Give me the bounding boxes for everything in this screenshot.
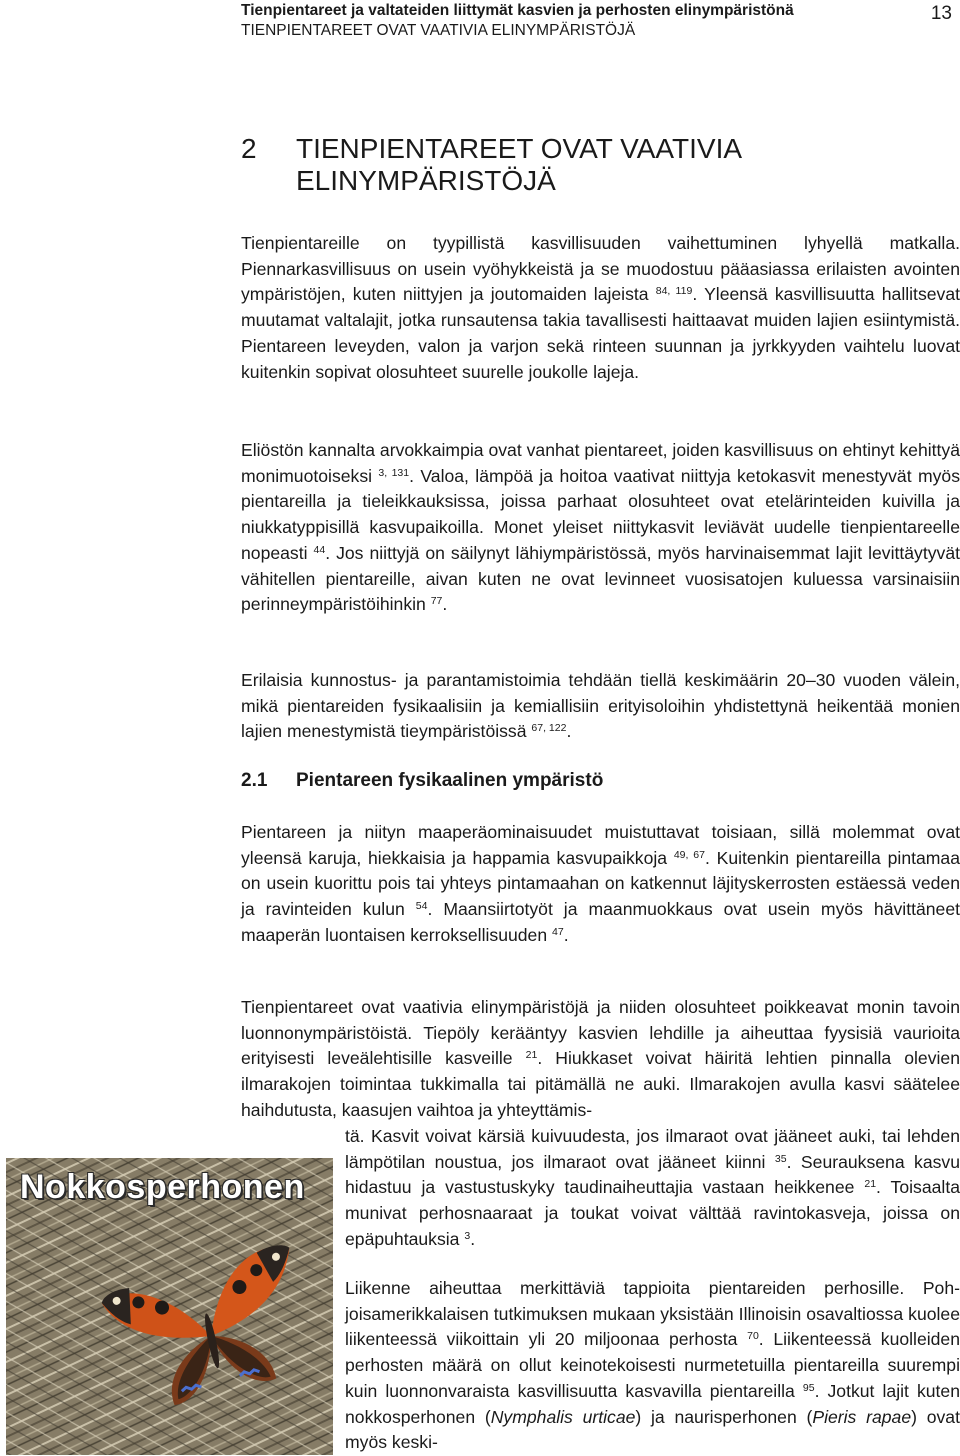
reference: 54	[415, 900, 428, 913]
text: ) ovat myös keski-	[345, 1406, 960, 1453]
text: Erilaisia kunnostus- ja parantamistoimia tehdään tiellä keskimäärin 20–30 vuoden välein, mikä pientareiden fysikaalisiin ja kemiallisiin erityisoloihin yhdistettynä heikentää monien lajien menestymistä tieympäristöissä	[241, 670, 960, 742]
running-head	[241, 0, 941, 41]
text: . Toisaalta munivat perhosnaaraat ja toukat voivat välttää ravintokasveja, joissa on epäpuhtauksia	[345, 1177, 960, 1249]
paragraph-1	[241, 231, 960, 385]
chapter-heading	[241, 133, 801, 197]
text: .	[566, 721, 572, 742]
reference: 77	[430, 595, 443, 608]
chapter-title	[296, 133, 742, 197]
reference: 3	[464, 1229, 471, 1242]
paragraph-3	[241, 668, 960, 745]
reference: 70	[747, 1330, 759, 1343]
text: Tienpientareet ovat vaativia elinympäristöjä ja niiden olosuhteet poikkeavat monin tavoin luonnonympäristöistä. Tiepöly kerääntyy kasvien lehdille ja aiheuttaa fyysisiä vaurioita erityisesti leveälehtisille kasveille	[241, 997, 960, 1069]
reference: 21	[864, 1178, 877, 1191]
butterfly-photo	[6, 1158, 333, 1455]
section-number: 2.1	[241, 770, 268, 791]
reference: 95	[802, 1381, 815, 1394]
reference: 21	[525, 1049, 538, 1062]
paragraph-5-continued	[345, 1124, 960, 1253]
text: . Kuitenkin pientareilla pintamaa on usein kuorittu pois tai yhteys pintamaahan on katkennut läjityskerrosten estäessä veden ja ravinteiden kulun	[241, 847, 960, 920]
reference: 49, 67	[673, 848, 705, 861]
text: Pientareen ja niityn maaperäominaisuudet muistuttavat toisiaan, sillä molemmat ovat yleensä karuja, hiekkaisia ja happamia kasvupaikkoja	[241, 822, 960, 868]
paragraph-4	[241, 820, 960, 949]
running-head-title: Tienpientareet ja valtateiden liittymät kasvien ja perhosten elinympäristönä	[241, 2, 794, 19]
chapter-number: 2	[241, 133, 257, 164]
text: ) ja naurisperhonen (	[635, 1406, 813, 1427]
chapter-title-line2: ELINYMPÄRISTÖJÄ	[296, 165, 556, 196]
paragraph-5	[241, 995, 960, 1124]
text: .	[470, 1228, 476, 1249]
paragraph-2	[241, 438, 960, 618]
text: . Hiukkaset voivat häiritä lehtien pinnalla olevien ilmarakojen toimintaa tukkimalla tai pitämällä ne auki. Ilmarakojen avulla kasvi säätelee haihdutusta, kaasujen vaihtoa ja yhteyttämis-	[241, 1048, 960, 1120]
species-name: Pieris rapae	[812, 1406, 912, 1427]
text: . Maansiirtotyöt ja maanmuokkaus ovat usein myös hävittäneet maaperän luontaisen kerroksellisuuden	[241, 899, 960, 945]
text: . Yleensä kasvillisuutta hallitsevat muutamat valtalajit, jotka runsautensa takia tavallisesti haittaavat muiden lajien esiintymistä. Pientareen leveyden, valon ja varjon sekä rinteen suunnan ja jyrkkyyden vaihtelu luovat kuitenkin sopivat olosuhteet suurelle joukolle lajeja.	[241, 284, 960, 382]
page-number: 13	[930, 3, 952, 24]
text: . Jotkut lajit kuten nokkosperhonen (	[345, 1380, 960, 1427]
reference: 47	[552, 925, 564, 938]
species-name: Nymphalis urticae	[490, 1406, 636, 1427]
text: Eliöstön kannalta arvokkaimpia ovat vanhat pientareet, joiden kasvillisuus on ehtinyt kehittyä monimuotoiseksi	[241, 440, 960, 486]
section-heading	[241, 770, 603, 792]
paragraph-6	[345, 1276, 960, 1456]
text: . Seurauksena kasvu hidastuu ja vastustuskyky taudinaiheuttajia vastaan heikkenee	[345, 1151, 960, 1198]
section-title: Pientareen fysikaalinen ympäristö	[296, 770, 604, 791]
reference: 84, 119	[655, 285, 693, 298]
text: Tienpientareille on tyypillistä kasvillisuuden vaihettuminen lyhyellä matkalla. Piennarkasvillisuus on usein vyöhykkeistä ja se muodostuu pääasiassa erilaisten avointen ympäristöjen, kuten niittyjen ja joutomaiden lajeista	[241, 233, 960, 305]
text: . Liikenteessä kuolleiden perhosten määrä on ollut keinotekoisesti nurmetetuilla pientareilla suurempi kuin luonnonvaraista kasvillisuutta kasvavilla pientareilla	[345, 1329, 960, 1401]
reference: 35	[774, 1152, 787, 1165]
reference: 3, 131	[378, 466, 410, 479]
reference: 44	[313, 543, 326, 556]
text: tä. Kasvit voivat kärsiä kuivuudesta, jos ilmaraot ovat jääneet auki, tai lehden lämpötilan noustua, jos ilmaraot ovat jääneet kiinni	[345, 1126, 960, 1172]
running-head-chapter: TIENPIENTAREET OVAT VAATIVIA ELINYMPÄRISTÖJÄ	[241, 22, 636, 39]
text: . Valoa, lämpöä ja hoitoa vaativat niittyja ketokasvit menestyvät myös pientareilla ja tieleikkauksissa, joissa parhaat olosuhteet ovat etelärinteiden kuivilla ja niukkatyppisillä kasvupaikoilla. Monet yleiset niittykasvit leviävät uudelle tienpientareelle nopeasti	[241, 465, 960, 563]
chapter-title-line1: TIENPIENTAREET OVAT VAATIVIA	[296, 133, 743, 164]
photo-caption: Nokkosperhonen	[20, 1168, 305, 1206]
reference: 67, 122	[531, 722, 567, 735]
text: Liikenne aiheuttaa merkittäviä tappioita pientareiden perhosille. Pohjoisamerikkalaisen tutkimuksen mukaan yksistään Illinoisin osavaltiossa kuolee liikenteessä viikoittain yli 20 miljoonaa perhosta	[345, 1278, 960, 1350]
text: .	[442, 594, 448, 615]
text: . Jos niittyjä on säilynyt lähiympäristössä, myös harvinaisemmat lajit levittäytyvät vähitellen pientareille, aivan kuten ne ovat levinneet vuosisatojen kuluessa varsinaisiin perinneympäristöihinkin	[241, 542, 960, 615]
text: .	[563, 924, 569, 945]
